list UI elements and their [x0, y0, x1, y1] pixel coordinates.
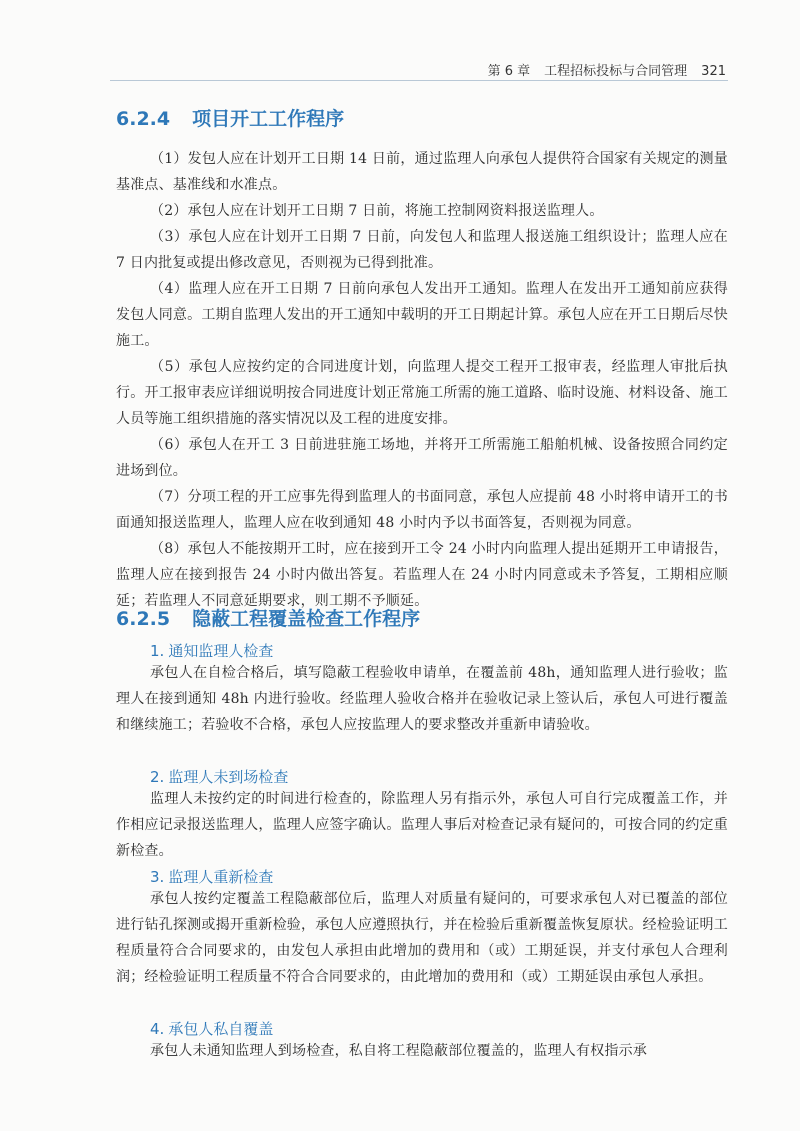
subsection-text-4: 承包人未通知监理人到场检查，私自将工程隐蔽部位覆盖的，监理人有权指示承 — [150, 1043, 647, 1059]
subsection-title: 通知监理人检查 — [168, 642, 274, 660]
subsection-heading-1 — [150, 640, 273, 661]
section-number: 6.2.4 — [116, 108, 171, 130]
header-chapter: 第 6 章 — [487, 64, 531, 79]
paragraph-6: （6）承包人在开工 3 日前进驻施工场地，并将开工所需施工船舶机械、设备按照合同约定进场到位。 — [116, 437, 728, 479]
paragraph-5: （5）承包人应按约定的合同进度计划，向监理人提交工程开工报审表，经监理人审批后执行。开工报审表应详细说明按合同进度计划正常施工所需的施工道路、临时设施、材料设备、施工人员等施工组织措施的落实情况以及工程的进度安排。 — [116, 359, 728, 427]
section-number: 6.2.5 — [116, 608, 171, 630]
section-title: 项目开工工作程序 — [192, 108, 345, 130]
subsection-text-3: 承包人按约定覆盖工程隐蔽部位后，监理人对质量有疑问的，可要求承包人对已覆盖的部位进行钻孔探测或揭开重新检验，承包人应遵照执行，并在检验后重新覆盖恢复原状。经检验证明工程质量符合合同要求的，由发包人承担由此增加的费用和（或）工期延误，并支付承包人合理利润；经检验证明工程质量不符合合同要求的，由此增加的费用和（或）工期延误由承包人承担。 — [116, 891, 728, 985]
subsection-number: 3. — [150, 868, 165, 886]
paragraph-2: （2）承包人应在计划开工日期 7 日前，将施工控制网资料报送监理人。 — [150, 203, 604, 219]
subsection-title: 监理人重新检查 — [168, 868, 274, 886]
header-right — [488, 60, 726, 79]
subsection-number: 1. — [150, 642, 165, 660]
subsection-heading-2 — [150, 766, 288, 787]
subsection-text-1: 承包人在自检合格后，填写隐蔽工程验收申请单，在覆盖前 48h，通知监理人进行验收；监理人在接到通知 48h 内进行验收。经监理人验收合格并在验收记录上签认后，承包人可进行覆盖和继续施工；若验收不合格，承包人应按监理人的要求整改并重新申请验收。 — [116, 665, 728, 733]
subsection-number: 2. — [150, 768, 165, 786]
paragraph-3: （3）承包人应在计划开工日期 7 日前，向发包人和监理人报送施工组织设计；监理人应在 7 日内批复或提出修改意见，否则视为已得到批准。 — [116, 229, 728, 271]
paragraph-8: （8）承包人不能按期开工时，应在接到开工令 24 小时内向监理人提出延期开工申请报告，监理人应在接到报告 24 小时内做出答复。若监理人在 24 小时内同意或未予答复，工期相应顺延；若监理人不同意延期要求，则工期不予顺延。 — [116, 541, 728, 609]
subsection-title: 承包人私自覆盖 — [168, 1020, 274, 1038]
page-number: 321 — [701, 64, 726, 79]
paragraph-7: （7）分项工程的开工应事先得到监理人的书面同意，承包人应提前 48 小时将申请开工的书面通知报送监理人，监理人应在收到通知 48 小时内予以书面答复，否则视为同意。 — [116, 489, 728, 531]
paragraph-1: （1）发包人应在计划开工日期 14 日前，通过监理人向承包人提供符合国家有关规定的测量基准点、基准线和水准点。 — [116, 151, 728, 193]
subsection-heading-4 — [150, 1018, 273, 1039]
running-header — [110, 58, 728, 81]
subsection-text-2: 监理人未按约定的时间进行检查的，除监理人另有指示外，承包人可自行完成覆盖工作，并作相应记录报送监理人，监理人应签字确认。监理人事后对检查记录有疑问的，可按合同的约定重新检查。 — [116, 791, 728, 859]
subsection-heading-3 — [150, 866, 273, 887]
subsection-number: 4. — [150, 1020, 165, 1038]
header-title: 工程招标投标与合同管理 — [544, 64, 688, 79]
subsection-title: 监理人未到场检查 — [168, 768, 289, 786]
section-title: 隐蔽工程覆盖检查工作程序 — [192, 608, 421, 630]
section-heading-6-2-5 — [116, 604, 420, 631]
section-heading-6-2-4 — [116, 104, 344, 131]
paragraph-4: （4）监理人应在开工日期 7 日前向承包人发出开工通知。监理人在发出开工通知前应获得发包人同意。工期自监理人发出的开工通知中载明的开工日期起计算。承包人应在开工日期后尽快施工。 — [116, 281, 728, 349]
